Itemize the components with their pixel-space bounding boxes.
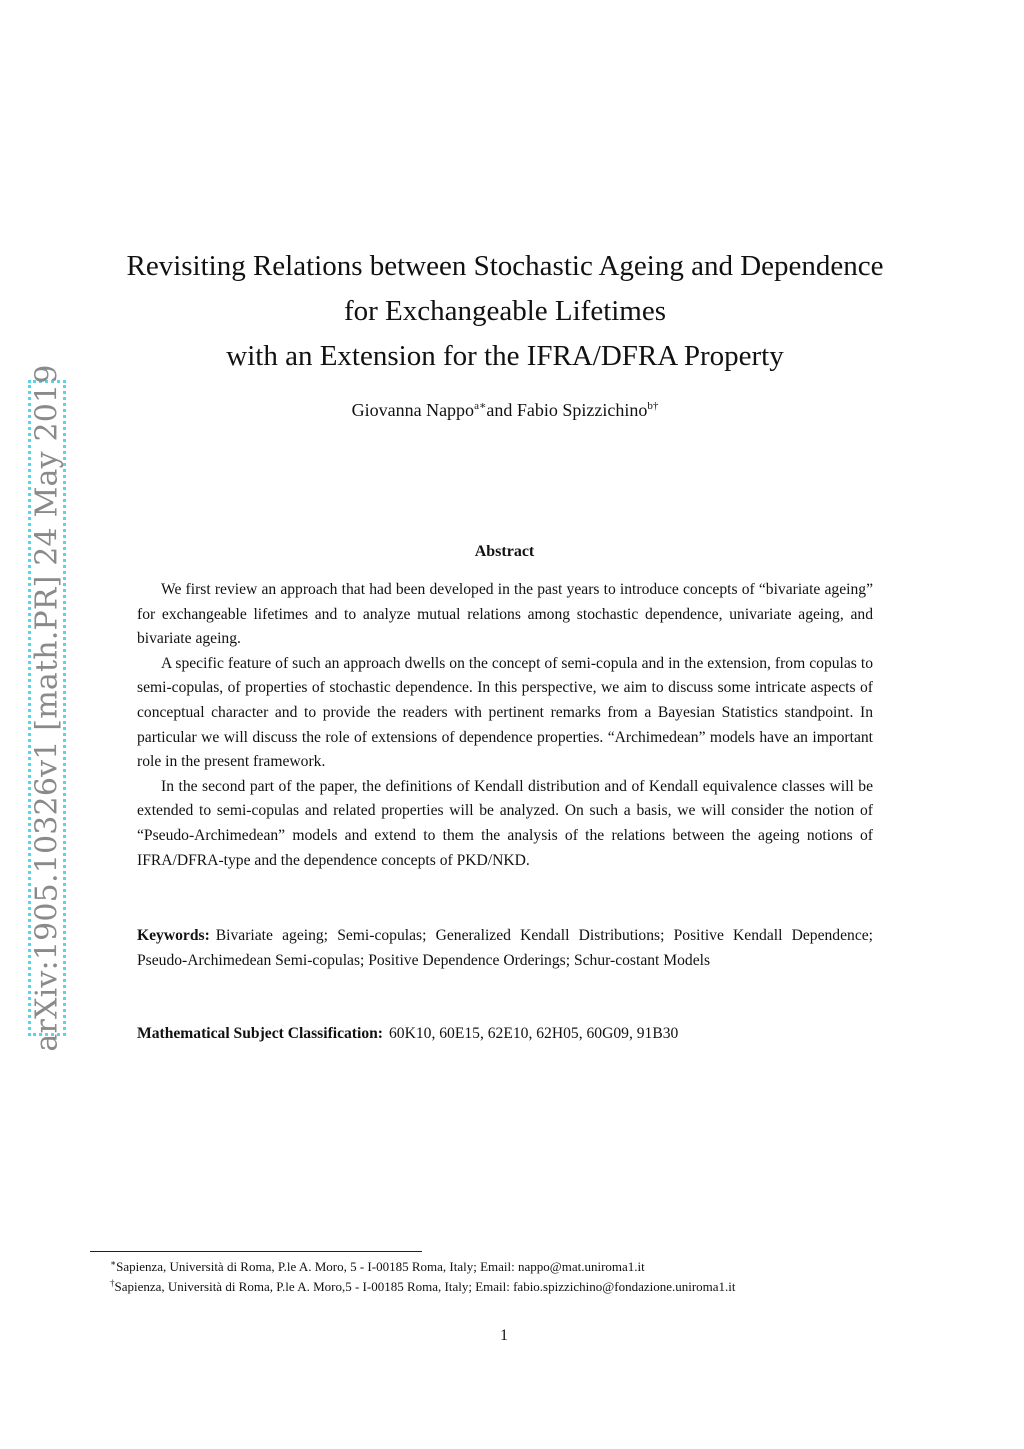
footnote-1 bbox=[110, 1257, 970, 1277]
author-1-footnote-mark: a∗ bbox=[474, 400, 487, 412]
abstract-paragraph-1: We first review an approach that had been developed in the past years to introduce concepts of “bivariate ageing” for exchangeable lifetimes and to analyze mutual relations among stochastic dependence, univariate ageing, and bivariate ageing. bbox=[137, 581, 873, 648]
title-line-1: Revisiting Relations between Stochastic Ageing and Dependence bbox=[126, 250, 884, 282]
keywords-section bbox=[137, 924, 873, 973]
title-line-3: with an Extension for the IFRA/DFRA Property bbox=[226, 340, 784, 372]
title-line-2: for Exchangeable Lifetimes bbox=[343, 295, 667, 327]
author-1-name: Giovanna Nappo bbox=[351, 400, 475, 420]
author-connector: and Fabio Spizzichino bbox=[486, 400, 648, 420]
page-number: 1 bbox=[500, 1327, 508, 1344]
msc-label: Mathematical Subject Classification: bbox=[137, 1025, 383, 1042]
paper-title bbox=[100, 244, 910, 379]
keywords-label: Keywords: bbox=[137, 927, 210, 944]
abstract-heading: Abstract bbox=[474, 543, 535, 560]
footnote-separator bbox=[90, 1251, 422, 1252]
abstract-body bbox=[137, 578, 873, 873]
msc-codes: 60K10, 60E15, 62E10, 62H05, 60G09, 91B30 bbox=[389, 1025, 679, 1042]
keywords-text: Bivariate ageing; Semi-copulas; Generalized Kendall Distributions; Positive Kendall Dependence; Pseudo-Archimedean Semi-copulas; Positive Dependence Orderings; Schur-costant Models bbox=[137, 927, 873, 969]
footnote-2-text: Sapienza, Università di Roma, P.le A. Moro,5 - I-00185 Roma, Italy; Email: fabio.spizzichino@fondazione.uniroma1.it bbox=[114, 1278, 736, 1294]
footnote-2-mark: † bbox=[110, 1277, 115, 1288]
footnotes bbox=[110, 1257, 970, 1296]
footnote-1-mark: ∗ bbox=[110, 1258, 117, 1268]
abstract-paragraph-3: In the second part of the paper, the definitions of Kendall distribution and of Kendall equivalence classes will be extended to semi-copulas and related properties will be analyzed. On such a basis, we will consider the notion of “Pseudo-Archimedean” models and extend to them the analysis of the relations between the ageing notions of IFRA/DFRA-type and the dependence concepts of PKD/NKD. bbox=[137, 777, 873, 869]
author-2-footnote-mark: b† bbox=[647, 400, 659, 412]
arxiv-identifier: arXiv:1905.10326v1 [math.PR] 24 May 2019 bbox=[29, 364, 65, 1052]
author-list bbox=[100, 400, 910, 421]
footnote-2 bbox=[110, 1277, 970, 1297]
footnote-1-text: Sapienza, Università di Roma, P.le A. Moro, 5 - I-00185 Roma, Italy; Email: nappo@mat.uniroma1.it bbox=[116, 1259, 645, 1274]
abstract-paragraph-2: A specific feature of such an approach dwells on the concept of semi-copula and in the extension, from copulas to semi-copulas, of properties of stochastic dependence. In this perspective, we aim to discuss some intricate aspects of conceptual character and to provide the readers with pertinent remarks from a Bayesian Statistics standpoint. In particular we will discuss the role of extensions of dependence properties. “Archimedean” models have an important role in the present framework. bbox=[137, 654, 873, 771]
subject-classification bbox=[137, 1022, 873, 1047]
arxiv-stamp bbox=[28, 364, 66, 1052]
